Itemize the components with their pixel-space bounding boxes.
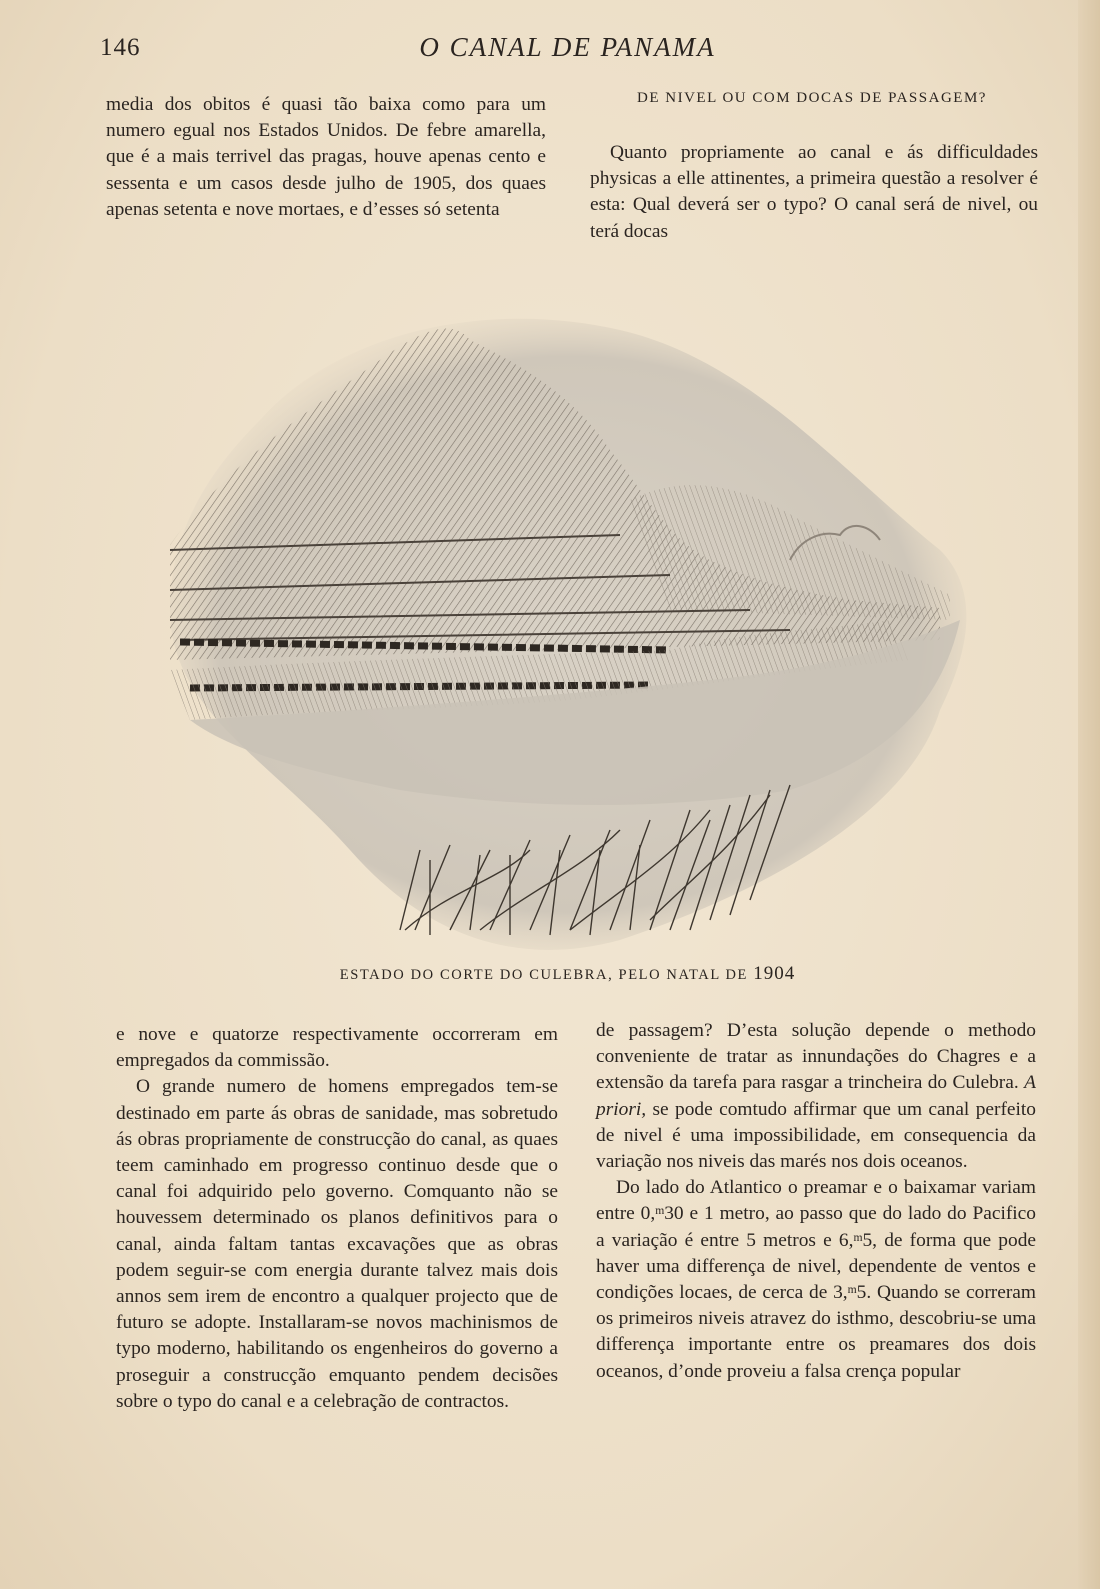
text-run: 5, de forma que pode haver uma differença de nivel, dependente de ventos e condições locaes, de cerca de 3,: [596, 1229, 1036, 1304]
text-column-top-left: [106, 92, 546, 223]
text-column-bottom-left: [116, 1022, 558, 1415]
text-run: Do lado do Atlantico o preamar e o baixamar variam entre 0,: [596, 1177, 1036, 1225]
text-run: 30 e 1 metro, ao passo que do lado do Pacifico a variação é entre 5 metros e 6,: [596, 1203, 1036, 1251]
italic-run: A priori,: [596, 1072, 1036, 1120]
culebra-cut-engraving: [150, 290, 980, 960]
illustration-caption: [100, 963, 1035, 985]
text-column-bottom-right: [596, 1018, 1036, 1385]
caption-year: 1904: [753, 963, 796, 984]
section-heading: DE NIVEL OU COM DOCAS DE PASSAGEM?: [637, 90, 987, 106]
superscript: m: [847, 1282, 857, 1296]
running-head: O CANAL DE PANAMA: [419, 32, 716, 62]
paragraph: [596, 1175, 1036, 1385]
page-header: [100, 30, 1035, 70]
paragraph: [596, 1018, 1036, 1175]
paragraph: O grande numero de homens empregados tem-se destinado em parte ás obras de sanidade, mas sobretudo ás obras propriamente de construcção do canal, as quaes teem caminhado em progresso continuo desde que o canal foi adquirido pelo governo. Comquanto não se houvessem determinado os planos definitivos para o canal, ainda faltam tantas excavações que as obras podem seguir-se com energia durante talvez mais dois annos sem irem de encontro a qualquer projecto que de futuro se adopte. Installaram-se novos machinismos de typo moderno, habilitando os engenheiros do governo a proseguir a construcção emquanto pendem decisões sobre o typo do canal e a celebração de contractos.: [116, 1076, 558, 1412]
text-run: se pode comtudo affirmar que um canal perfeito de nivel é uma impossibilidade, em consequencia da variação nos niveis das marés nos dois oceanos.: [596, 1098, 1036, 1173]
superscript: m: [655, 1204, 665, 1218]
page-gutter: [1078, 0, 1100, 1589]
page-number: 146: [100, 34, 141, 61]
superscript: m: [853, 1230, 863, 1244]
paragraph: Quanto propriamente ao canal e ás difficuldades physicas a elle attinentes, a primeira questão a resolver é esta: Qual deverá ser o typo? O canal será de nivel, ou terá docas: [590, 142, 1038, 242]
paragraph: media dos obitos é quasi tão baixa como para um numero egual nos Estados Unidos. De febre amarella, que é a mais terrivel das pragas, houve apenas cento e sessenta e um casos desde julho de 1905, dos quaes apenas setenta e nove mortaes, e d’esses só setenta: [106, 94, 546, 220]
caption-text: ESTADO DO CORTE DO CULEBRA, PELO NATAL DE: [339, 967, 748, 983]
paragraph: e nove e quatorze respectivamente occorreram em empregados da commissão.: [116, 1024, 558, 1072]
text-run: 5. Quando se correram os primeiros niveis atravez do isthmo, descobriu-se uma differença importante entre os preamares dos dois oceanos, d’onde proveiu a falsa crença popular: [596, 1282, 1036, 1382]
text-column-top-right: [590, 140, 1038, 245]
text-run: de passagem? D’esta solução depende o methodo conveniente de tratar as innundações do Chagres e a extensão da tarefa para rasgar a trincheira do Culebra.: [596, 1020, 1036, 1094]
